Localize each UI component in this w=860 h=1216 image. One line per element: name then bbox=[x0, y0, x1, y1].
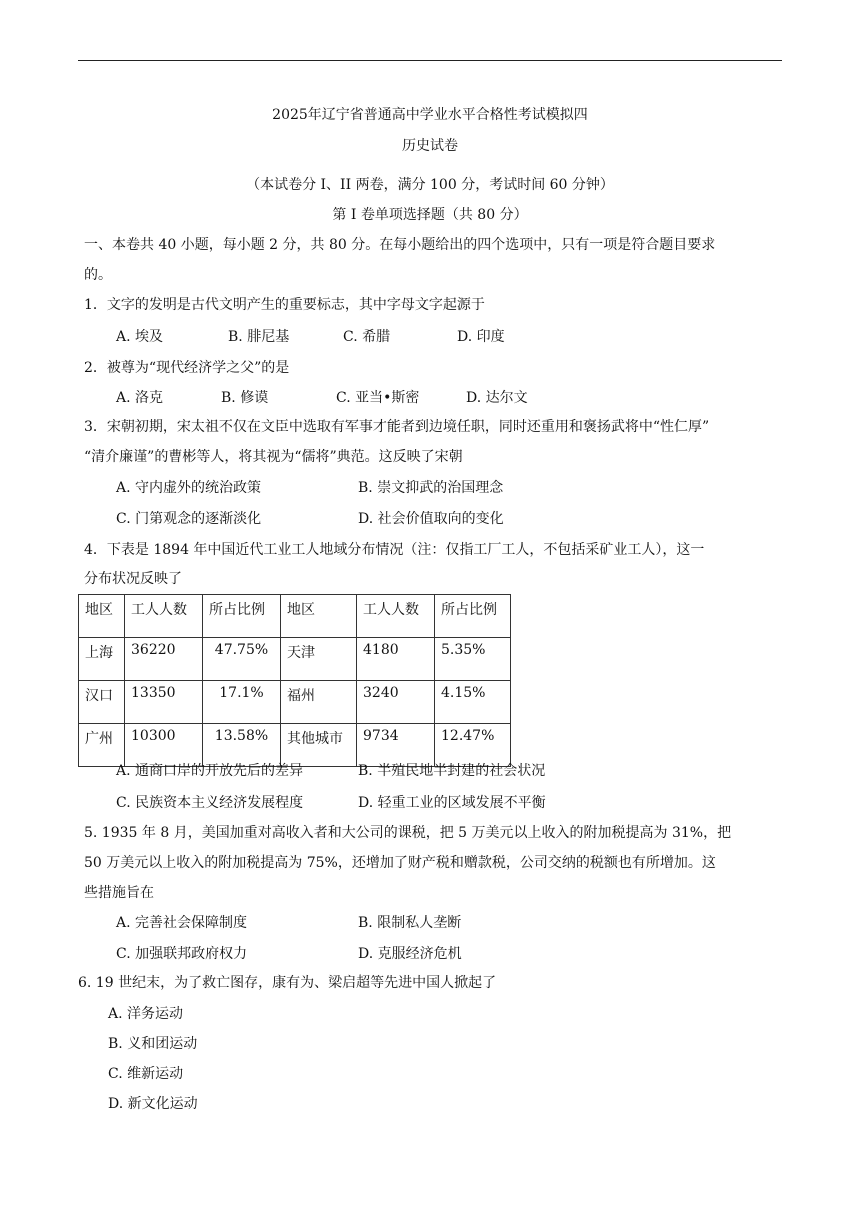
q6-option-d[interactable]: D. 新文化运动 bbox=[108, 1096, 198, 1112]
table-header-cell: 地区 bbox=[281, 595, 357, 638]
exam-title: 2025年辽宁省普通高中学业水平合格性考试模拟四 bbox=[272, 107, 588, 123]
q2-option-b[interactable]: B. 修谟 bbox=[221, 390, 269, 406]
table-cell: 广州 bbox=[79, 724, 125, 767]
q5-stem-line2: 50 万美元以上收入的附加税提高为 75%，还增加了财产税和赠款税，公司交纳的税额也有所增加。这 bbox=[84, 855, 716, 871]
exam-note: （本试卷分 I、II 两卷，满分 100 分，考试时间 60 分钟） bbox=[246, 177, 614, 193]
q5-option-c[interactable]: C. 加强联邦政府权力 bbox=[116, 946, 248, 962]
q3-stem-line2: “清介廉谨”的曹彬等人，将其视为“儒将”典范。这反映了宋朝 bbox=[84, 449, 463, 465]
q1-option-c[interactable]: C. 希腊 bbox=[343, 329, 391, 345]
table-header-cell: 工人人数 bbox=[357, 595, 435, 638]
table-cell: 上海 bbox=[79, 638, 125, 681]
table-header-row bbox=[79, 595, 511, 638]
q4-stem-line2: 分布状况反映了 bbox=[84, 571, 182, 587]
table-cell: 13350 bbox=[125, 681, 203, 724]
q1-option-a[interactable]: A. 埃及 bbox=[116, 329, 164, 345]
q4-option-c[interactable]: C. 民族资本主义经济发展程度 bbox=[116, 795, 304, 811]
table-cell: 其他城市 bbox=[281, 724, 357, 767]
table-cell: 天津 bbox=[281, 638, 357, 681]
table-cell: 5.35% bbox=[435, 638, 511, 681]
q2-option-d[interactable]: D. 达尔文 bbox=[466, 390, 528, 406]
q6-option-b[interactable]: B. 义和团运动 bbox=[108, 1036, 198, 1052]
q5-stem-line1: 5. 1935 年 8 月，美国加重对高收入者和大公司的课税，把 5 万美元以上收入的附加税提高为 31%，把 bbox=[84, 825, 732, 841]
q5-option-d[interactable]: D. 克服经济危机 bbox=[358, 946, 462, 962]
q3-option-c[interactable]: C. 门第观念的逐渐淡化 bbox=[116, 511, 262, 527]
table-cell: 17.1% bbox=[203, 681, 281, 724]
table-header-cell: 所占比例 bbox=[435, 595, 511, 638]
q4-option-b[interactable]: B. 半殖民地半封建的社会状况 bbox=[358, 763, 546, 779]
q2-option-a[interactable]: A. 洛克 bbox=[116, 390, 164, 406]
q3-option-a[interactable]: A. 守内虚外的统治政策 bbox=[116, 480, 262, 496]
table-cell: 13.58% bbox=[203, 724, 281, 767]
table-header-cell: 地区 bbox=[79, 595, 125, 638]
table-cell: 47.75% bbox=[203, 638, 281, 681]
q3-option-d[interactable]: D. 社会价值取向的变化 bbox=[358, 511, 504, 527]
instructions-line1: 一、本卷共 40 小题，每小题 2 分，共 80 分。在每小题给出的四个选项中，只有一项是符合题目要求 bbox=[84, 237, 716, 253]
section-title: 第 I 卷单项选择题（共 80 分） bbox=[332, 207, 528, 223]
q1-option-d[interactable]: D. 印度 bbox=[457, 329, 505, 345]
table-row bbox=[79, 638, 511, 681]
table-cell: 3240 bbox=[357, 681, 435, 724]
q1-stem: 1．文字的发明是古代文明产生的重要标志，其中字母文字起源于 bbox=[84, 297, 485, 313]
table-header-cell: 工人人数 bbox=[125, 595, 203, 638]
table-cell: 4.15% bbox=[435, 681, 511, 724]
q5-option-a[interactable]: A. 完善社会保障制度 bbox=[116, 915, 248, 931]
q6-option-a[interactable]: A. 洋务运动 bbox=[108, 1006, 184, 1022]
subject-title: 历史试卷 bbox=[402, 138, 458, 154]
q2-stem: 2．被尊为“现代经济学之父”的是 bbox=[84, 360, 290, 376]
table-cell: 福州 bbox=[281, 681, 357, 724]
table-header-cell: 所占比例 bbox=[203, 595, 281, 638]
q1-option-b[interactable]: B. 腓尼基 bbox=[228, 329, 290, 345]
table-cell: 10300 bbox=[125, 724, 203, 767]
worker-distribution-table bbox=[78, 594, 511, 767]
table-cell: 汉口 bbox=[79, 681, 125, 724]
q3-option-b[interactable]: B. 崇文抑武的治国理念 bbox=[358, 480, 504, 496]
table-cell: 36220 bbox=[125, 638, 203, 681]
q4-option-d[interactable]: D. 轻重工业的区域发展不平衡 bbox=[358, 795, 546, 811]
q4-stem-line1: 4．下表是 1894 年中国近代工业工人地域分布情况（注：仅指工厂工人，不包括采矿业工人），这一 bbox=[84, 542, 705, 558]
q6-stem: 6. 19 世纪末，为了救亡图存，康有为、梁启超等先进中国人掀起了 bbox=[78, 975, 497, 991]
q5-stem-line3: 些措施旨在 bbox=[84, 885, 154, 901]
q6-option-c[interactable]: C. 维新运动 bbox=[108, 1066, 184, 1082]
instructions-line2: 的。 bbox=[84, 267, 112, 283]
table-cell: 9734 bbox=[357, 724, 435, 767]
table-cell: 4180 bbox=[357, 638, 435, 681]
q4-option-a[interactable]: A. 通商口岸的开放先后的差异 bbox=[116, 763, 304, 779]
table-row bbox=[79, 681, 511, 724]
header-rule bbox=[78, 60, 782, 61]
q3-stem-line1: 3．宋朝初期，宋太祖不仅在文臣中选取有军事才能者到边境任职，同时还重用和褒扬武将中“性仁厚” bbox=[84, 419, 710, 435]
q2-option-c[interactable]: C. 亚当•斯密 bbox=[336, 390, 420, 406]
table-cell: 12.47% bbox=[435, 724, 511, 767]
q5-option-b[interactable]: B. 限制私人垄断 bbox=[358, 915, 462, 931]
